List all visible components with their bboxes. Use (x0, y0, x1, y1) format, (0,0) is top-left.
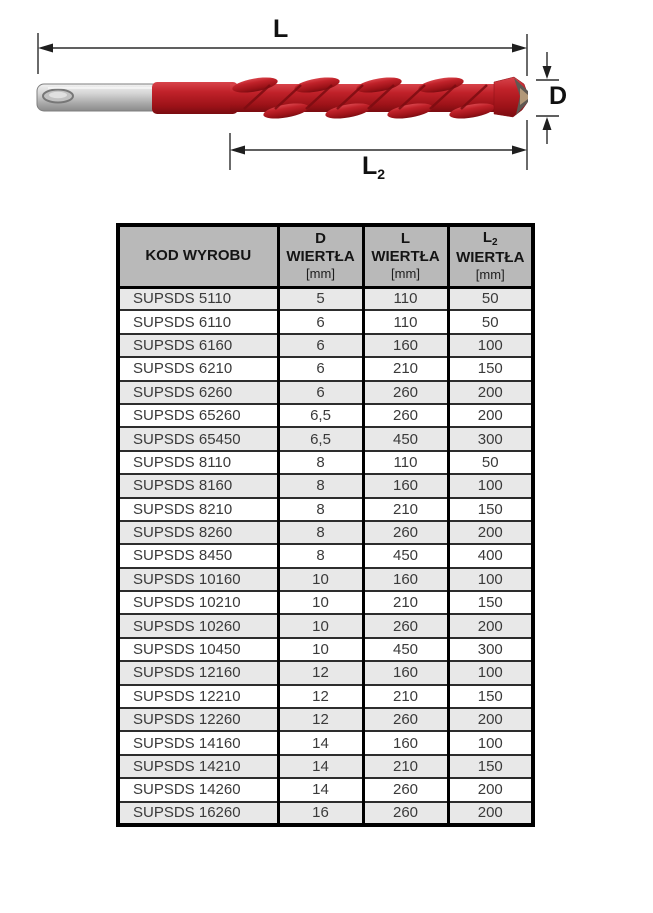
l-value-cell: 260 (363, 708, 448, 731)
l-value-cell: 210 (363, 357, 448, 380)
product-code-cell: SUPSDS 6210 (118, 357, 278, 380)
product-code-cell: SUPSDS 16260 (118, 802, 278, 825)
l2-value-cell: 300 (448, 638, 533, 661)
col-header-kod-wyrobu: KOD WYROBU (118, 225, 278, 287)
col-header-l: L WIERTŁA [mm] (363, 225, 448, 287)
d-value-cell: 8 (278, 451, 363, 474)
d-value-cell: 12 (278, 708, 363, 731)
d-value-cell: 8 (278, 474, 363, 497)
d-value-cell: 12 (278, 661, 363, 684)
dim-label-l: L (273, 15, 289, 43)
l-value-cell: 160 (363, 474, 448, 497)
table-row (118, 381, 533, 404)
l2-header-subscript: 2 (492, 237, 498, 249)
product-code-cell: SUPSDS 14260 (118, 778, 278, 801)
l2-value-cell: 100 (448, 661, 533, 684)
table-row (118, 614, 533, 637)
l2-value-cell: 400 (448, 544, 533, 567)
product-code-cell: SUPSDS 8110 (118, 451, 278, 474)
d-value-cell: 6 (278, 357, 363, 380)
l2-value-cell: 150 (448, 591, 533, 614)
product-code-cell: SUPSDS 12160 (118, 661, 278, 684)
col-header-l2: $L_2$ WIERTŁA [mm] (448, 225, 533, 287)
table-row (118, 591, 533, 614)
l2-value-cell: 300 (448, 427, 533, 450)
d-value-cell: 5 (278, 287, 363, 310)
table-row (118, 427, 533, 450)
dim-label-d: D (549, 82, 568, 110)
product-code-cell: SUPSDS 12260 (118, 708, 278, 731)
table-row (118, 498, 533, 521)
product-spec-table (116, 223, 535, 827)
d-value-cell: 10 (278, 568, 363, 591)
d-value-cell: 14 (278, 731, 363, 754)
d-value-cell: 6 (278, 334, 363, 357)
table-row (118, 310, 533, 333)
table-row (118, 638, 533, 661)
product-code-cell: SUPSDS 5110 (118, 287, 278, 310)
product-code-cell: SUPSDS 14160 (118, 731, 278, 754)
drill-collar (152, 82, 238, 114)
l-value-cell: 110 (363, 310, 448, 333)
product-code-cell: SUPSDS 65450 (118, 427, 278, 450)
l-value-cell: 210 (363, 498, 448, 521)
l2-value-cell: 200 (448, 381, 533, 404)
l-value-cell: 210 (363, 755, 448, 778)
product-code-cell: SUPSDS 12210 (118, 685, 278, 708)
d-value-cell: 6 (278, 310, 363, 333)
l2-value-cell: 50 (448, 451, 533, 474)
l-value-cell: 260 (363, 614, 448, 637)
product-code-cell: SUPSDS 65260 (118, 404, 278, 427)
table-row (118, 544, 533, 567)
l-value-cell: 260 (363, 778, 448, 801)
l-value-cell: 260 (363, 802, 448, 825)
l-value-cell: 260 (363, 404, 448, 427)
d-value-cell: 10 (278, 591, 363, 614)
d-value-cell: 10 (278, 614, 363, 637)
l-value-cell: 160 (363, 731, 448, 754)
d-value-cell: 6,5 (278, 427, 363, 450)
table-row (118, 474, 533, 497)
d-value-cell: 14 (278, 755, 363, 778)
l-value-cell: 450 (363, 544, 448, 567)
d-value-cell: 14 (278, 778, 363, 801)
l2-value-cell: 150 (448, 357, 533, 380)
product-code-cell: SUPSDS 10210 (118, 591, 278, 614)
product-code-cell: SUPSDS 8210 (118, 498, 278, 521)
l2-value-cell: 200 (448, 778, 533, 801)
table-row (118, 568, 533, 591)
drill-tip (494, 77, 528, 117)
col-header-d: D WIERTŁA [mm] (278, 225, 363, 287)
table-row (118, 685, 533, 708)
table-header (118, 225, 533, 287)
d-value-cell: 8 (278, 498, 363, 521)
table-row (118, 521, 533, 544)
l-value-cell: 210 (363, 685, 448, 708)
l2-value-cell: 200 (448, 614, 533, 637)
l-value-cell: 160 (363, 661, 448, 684)
l-value-cell: 450 (363, 427, 448, 450)
drill-bit (37, 75, 528, 122)
table-row (118, 404, 533, 427)
l-value-cell: 160 (363, 568, 448, 591)
drill-shank (37, 84, 159, 111)
drill-flutes (230, 75, 498, 122)
product-code-cell: SUPSDS 8450 (118, 544, 278, 567)
l2-value-cell: 100 (448, 731, 533, 754)
table-row (118, 802, 533, 825)
product-code-cell: SUPSDS 6260 (118, 381, 278, 404)
d-value-cell: 8 (278, 521, 363, 544)
l2-value-cell: 200 (448, 521, 533, 544)
table-row (118, 661, 533, 684)
header-row (118, 225, 533, 287)
table-row (118, 451, 533, 474)
table-row (118, 731, 533, 754)
l-value-cell: 110 (363, 451, 448, 474)
l2-value-cell: 100 (448, 334, 533, 357)
table-row (118, 334, 533, 357)
l2-value-cell: 100 (448, 474, 533, 497)
l-value-cell: 210 (363, 591, 448, 614)
l2-value-cell: 100 (448, 568, 533, 591)
product-code-cell: SUPSDS 6160 (118, 334, 278, 357)
table-row (118, 755, 533, 778)
l2-value-cell: 200 (448, 802, 533, 825)
d-value-cell: 16 (278, 802, 363, 825)
table-row (118, 357, 533, 380)
l2-value-cell: 200 (448, 404, 533, 427)
drill-diagram (0, 0, 653, 212)
d-value-cell: 10 (278, 638, 363, 661)
product-code-cell: SUPSDS 10450 (118, 638, 278, 661)
l-value-cell: 450 (363, 638, 448, 661)
d-value-cell: 8 (278, 544, 363, 567)
product-code-cell: SUPSDS 8160 (118, 474, 278, 497)
product-code-cell: SUPSDS 10160 (118, 568, 278, 591)
l2-subscript: 2 (377, 166, 386, 182)
l2-value-cell: 50 (448, 310, 533, 333)
table-row (118, 287, 533, 310)
table-row (118, 778, 533, 801)
d-value-cell: 6,5 (278, 404, 363, 427)
product-code-cell: SUPSDS 8260 (118, 521, 278, 544)
l-value-cell: 160 (363, 334, 448, 357)
table-body (118, 287, 533, 825)
dim-label-l2: $L_2$ (362, 152, 386, 182)
l2-value-cell: 50 (448, 287, 533, 310)
l2-value-cell: 150 (448, 685, 533, 708)
l2-value-cell: 150 (448, 498, 533, 521)
l-value-cell: 260 (363, 521, 448, 544)
product-code-cell: SUPSDS 14210 (118, 755, 278, 778)
l-value-cell: 110 (363, 287, 448, 310)
product-code-cell: SUPSDS 10260 (118, 614, 278, 637)
product-code-cell: SUPSDS 6110 (118, 310, 278, 333)
table-row (118, 708, 533, 731)
l2-value-cell: 150 (448, 755, 533, 778)
l2-value-cell: 200 (448, 708, 533, 731)
l-value-cell: 260 (363, 381, 448, 404)
d-value-cell: 6 (278, 381, 363, 404)
d-value-cell: 12 (278, 685, 363, 708)
